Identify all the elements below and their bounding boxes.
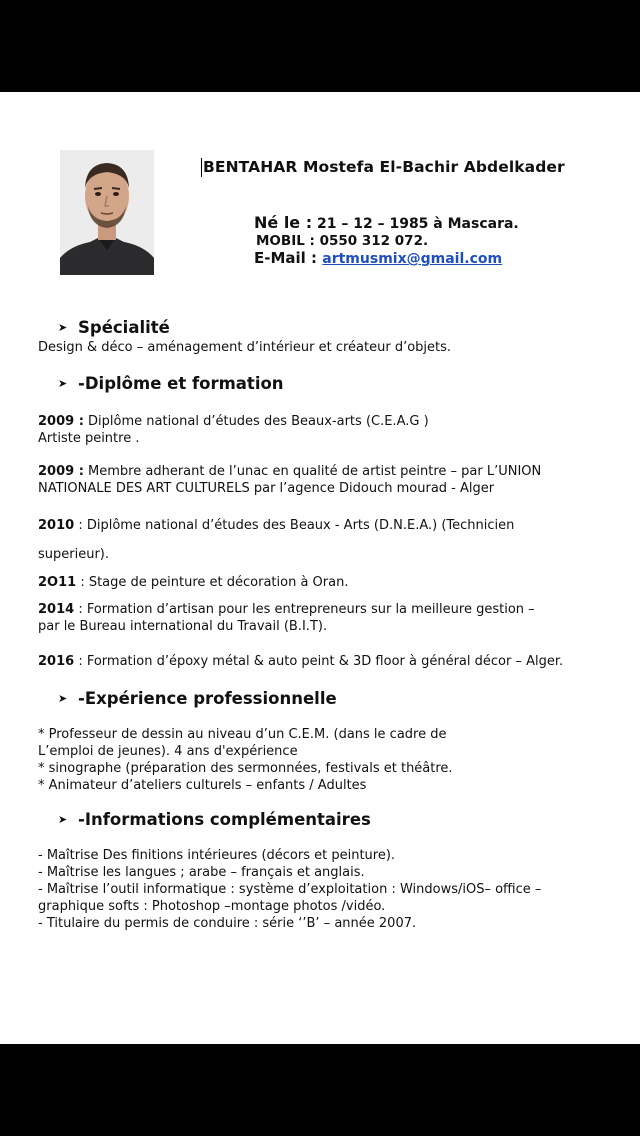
email-label: E-Mail : <box>254 249 318 267</box>
section-infos-heading: ➤ -Informations complémentaires <box>58 810 371 829</box>
profile-photo <box>60 150 154 275</box>
arrow-bullet-icon: ➤ <box>58 377 68 390</box>
birth-value: 21 – 12 – 1985 à Mascara. <box>317 216 519 232</box>
section-specialite-heading: ➤ Spécialité <box>58 318 170 337</box>
info-line: - Maîtrise Des finitions intérieures (décors et peinture). <box>38 848 396 863</box>
experience-list <box>38 726 613 794</box>
infos-list <box>38 847 613 932</box>
mobile-number: MOBIL : 0550 312 072. <box>256 233 429 249</box>
email-link[interactable]: artmusmix@gmail.com <box>322 251 503 267</box>
section-experience-heading: ➤ -Expérience professionnelle <box>58 689 337 708</box>
section-diplome-heading: ➤ -Diplôme et formation <box>58 374 284 393</box>
info-line: - Maîtrise l’outil informatique : système d’exploitation : Windows/iOS– office – <box>38 882 542 897</box>
diplome-entry: 2009 : Membre adherant de l’unac en qualité de artist peintre – par L’UNION NATIONALE DES ART CULTURELS par l’agence Didouch mourad - Alger <box>38 464 542 496</box>
birth-label: Né le : <box>254 213 313 232</box>
experience-line: * sinographe (préparation des sermonnées, festivals et théâtre. <box>38 761 453 776</box>
diplome-entry: 2010 : Diplôme national d’études des Beaux - Arts (D.N.E.A.) (Technicien <box>38 518 515 533</box>
arrow-bullet-icon: ➤ <box>58 813 68 826</box>
diplome-entry: 2009 : Diplôme national d’études des Beaux-arts (C.E.A.G ) Artiste peintre . <box>38 414 429 446</box>
arrow-bullet-icon: ➤ <box>58 692 68 705</box>
experience-line: * Professeur de dessin au niveau d’un C.E.M. (dans le cadre de <box>38 727 447 742</box>
birth-info <box>254 213 519 232</box>
info-line: - Maîtrise les langues ; arabe – français et anglais. <box>38 865 365 880</box>
specialite-text: Design & déco – aménagement d’intérieur et créateur d’objets. <box>38 340 452 355</box>
diplome-entry: 2016 : Formation d’époxy métal & auto peint & 3D floor à général décor – Alger. <box>38 654 564 669</box>
info-line: graphique softs : Photoshop –montage photos /vidéo. <box>38 899 386 914</box>
arrow-bullet-icon: ➤ <box>58 321 68 334</box>
email-info <box>254 249 502 267</box>
text-cursor <box>201 158 202 177</box>
cv-page <box>0 92 640 1044</box>
experience-line: * Animateur d’ateliers culturels – enfants / Adultes <box>38 778 367 793</box>
full-name: BENTAHAR Mostefa El-Bachir Abdelkader <box>203 158 565 176</box>
diplome-entry-cont: superieur). <box>38 547 110 562</box>
diplome-entry: 2O11 : Stage de peinture et décoration à Oran. <box>38 575 349 590</box>
info-line: - Titulaire du permis de conduire : série ‘’B’ – année 2007. <box>38 916 417 931</box>
experience-line: L’emploi de jeunes). 4 ans d'expérience <box>38 744 298 759</box>
diplome-entry: 2014 : Formation d’artisan pour les entrepreneurs sur la meilleure gestion – par le Bureau international du Travail (B.I.T). <box>38 602 535 634</box>
